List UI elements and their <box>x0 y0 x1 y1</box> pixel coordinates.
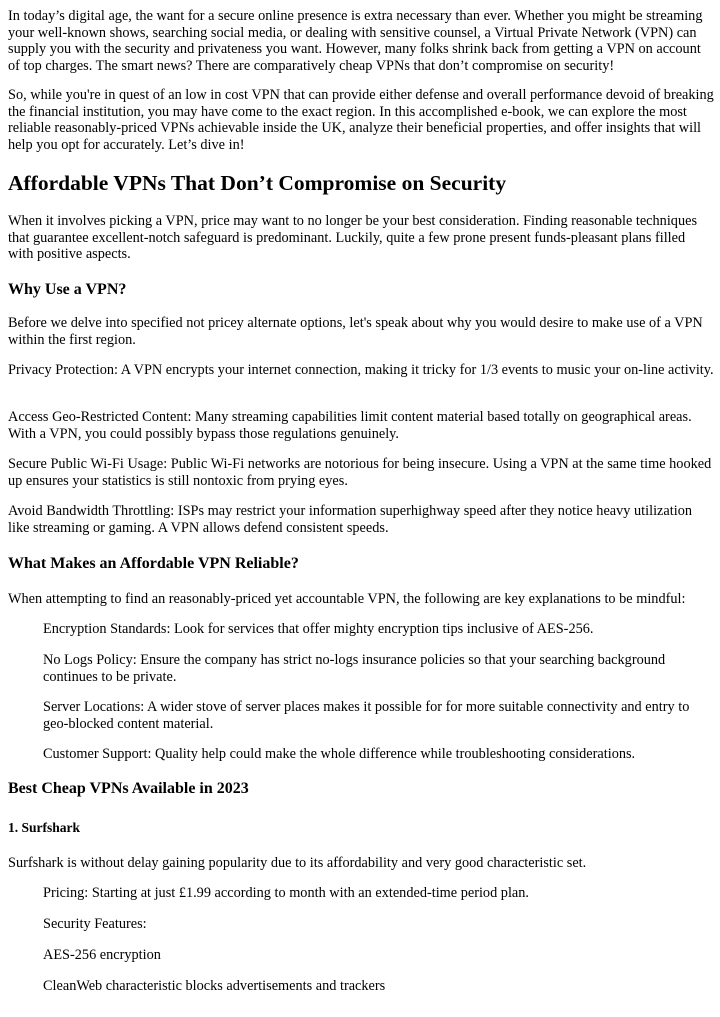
main-title: Affordable VPNs That Don’t Compromise on Security <box>8 171 507 195</box>
why-item-geo: Access Geo-Restricted Content: Many streaming capabilities limit content material based totally on geographical areas. With a VPN, you could possibly bypass those regulations genuinely. <box>8 409 692 442</box>
reliable-intro: When attempting to find an reasonably-priced yet accountable VPN, the following are key explanations to be mindful: <box>8 591 686 607</box>
why-item-privacy: Privacy Protection: A VPN encrypts your internet connection, making it tricky for 1/3 events to music your on-line activity. <box>8 362 714 378</box>
surfshark-heading: 1. Surfshark <box>8 820 81 835</box>
why-item-throttling: Avoid Bandwidth Throttling: ISPs may restrict your information superhighway speed after they notice heavy utilization like streaming or gaming. A VPN allows defend consistent speeds. <box>8 503 692 536</box>
intro-paragraph-1: In today’s digital age, the want for a secure online presence is extra necessary than ever. Whether you might be streaming your well-known shows, searching social media, or dealing with sensitive counsel, a Virtual Private Network (VPN) can supply you with the security and privateness you want. However, many folks shrink back from getting a VPN on account of top charges. The smart news? There are comparatively cheap VPNs that don’t compromise on security! <box>8 8 703 74</box>
best-heading: Best Cheap VPNs Available in 2023 <box>8 780 249 797</box>
reliable-heading: What Makes an Affordable VPN Reliable? <box>8 555 299 572</box>
surfshark-item-security: Security Features: <box>43 916 147 932</box>
surfshark-item-pricing: Pricing: Starting at just £1.99 according to month with an extended-time period plan. <box>43 885 529 901</box>
intro-paragraph-2: So, while you're in quest of an low in cost VPN that can provide either defense and overall performance devoid of breaking the financial institution, you may have come to the exact region. In this accomplished e-book, we can explore the most reliable reasonably-priced VPNs achievable inside the UK, analyze their beneficial properties, and offer insights that will help you opt for accurately. Let’s dive in! <box>8 87 714 153</box>
affordable-body: When it involves picking a VPN, price may want to no longer be your best consideration. Finding reasonable techniques that guarantee excellent-notch safeguard is predominant. Luckily, quite a few prone present funds-pleasant plans filled with positive aspects. <box>8 213 698 262</box>
reliable-item-servers: Server Locations: A wider stove of server places makes it possible for for more suitable connectivity and entry to geo-blocked content material. <box>43 699 690 732</box>
why-item-wifi: Secure Public Wi-Fi Usage: Public Wi-Fi networks are notorious for being insecure. Using a VPN at the same time hooked up ensures your statistics is still nontoxic from prying eyes. <box>8 456 712 489</box>
why-intro: Before we delve into specified not pricey alternate options, let's speak about why you would desire to make use of a VPN within the first region. <box>8 315 703 348</box>
why-heading: Why Use a VPN? <box>8 281 127 298</box>
surfshark-intro: Surfshark is without delay gaining popularity due to its affordability and very good characteristic set. <box>8 855 587 871</box>
reliable-item-encryption: Encryption Standards: Look for services that offer mighty encryption tips inclusive of AES-256. <box>43 621 594 637</box>
surfshark-item-aes: AES-256 encryption <box>43 947 161 963</box>
surfshark-item-cleanweb: CleanWeb characteristic blocks advertisements and trackers <box>43 978 386 994</box>
reliable-item-support: Customer Support: Quality help could make the whole difference while troubleshooting considerations. <box>43 746 636 762</box>
reliable-item-nologs: No Logs Policy: Ensure the company has strict no-logs insurance policies so that your searching background continues to be private. <box>43 652 666 685</box>
